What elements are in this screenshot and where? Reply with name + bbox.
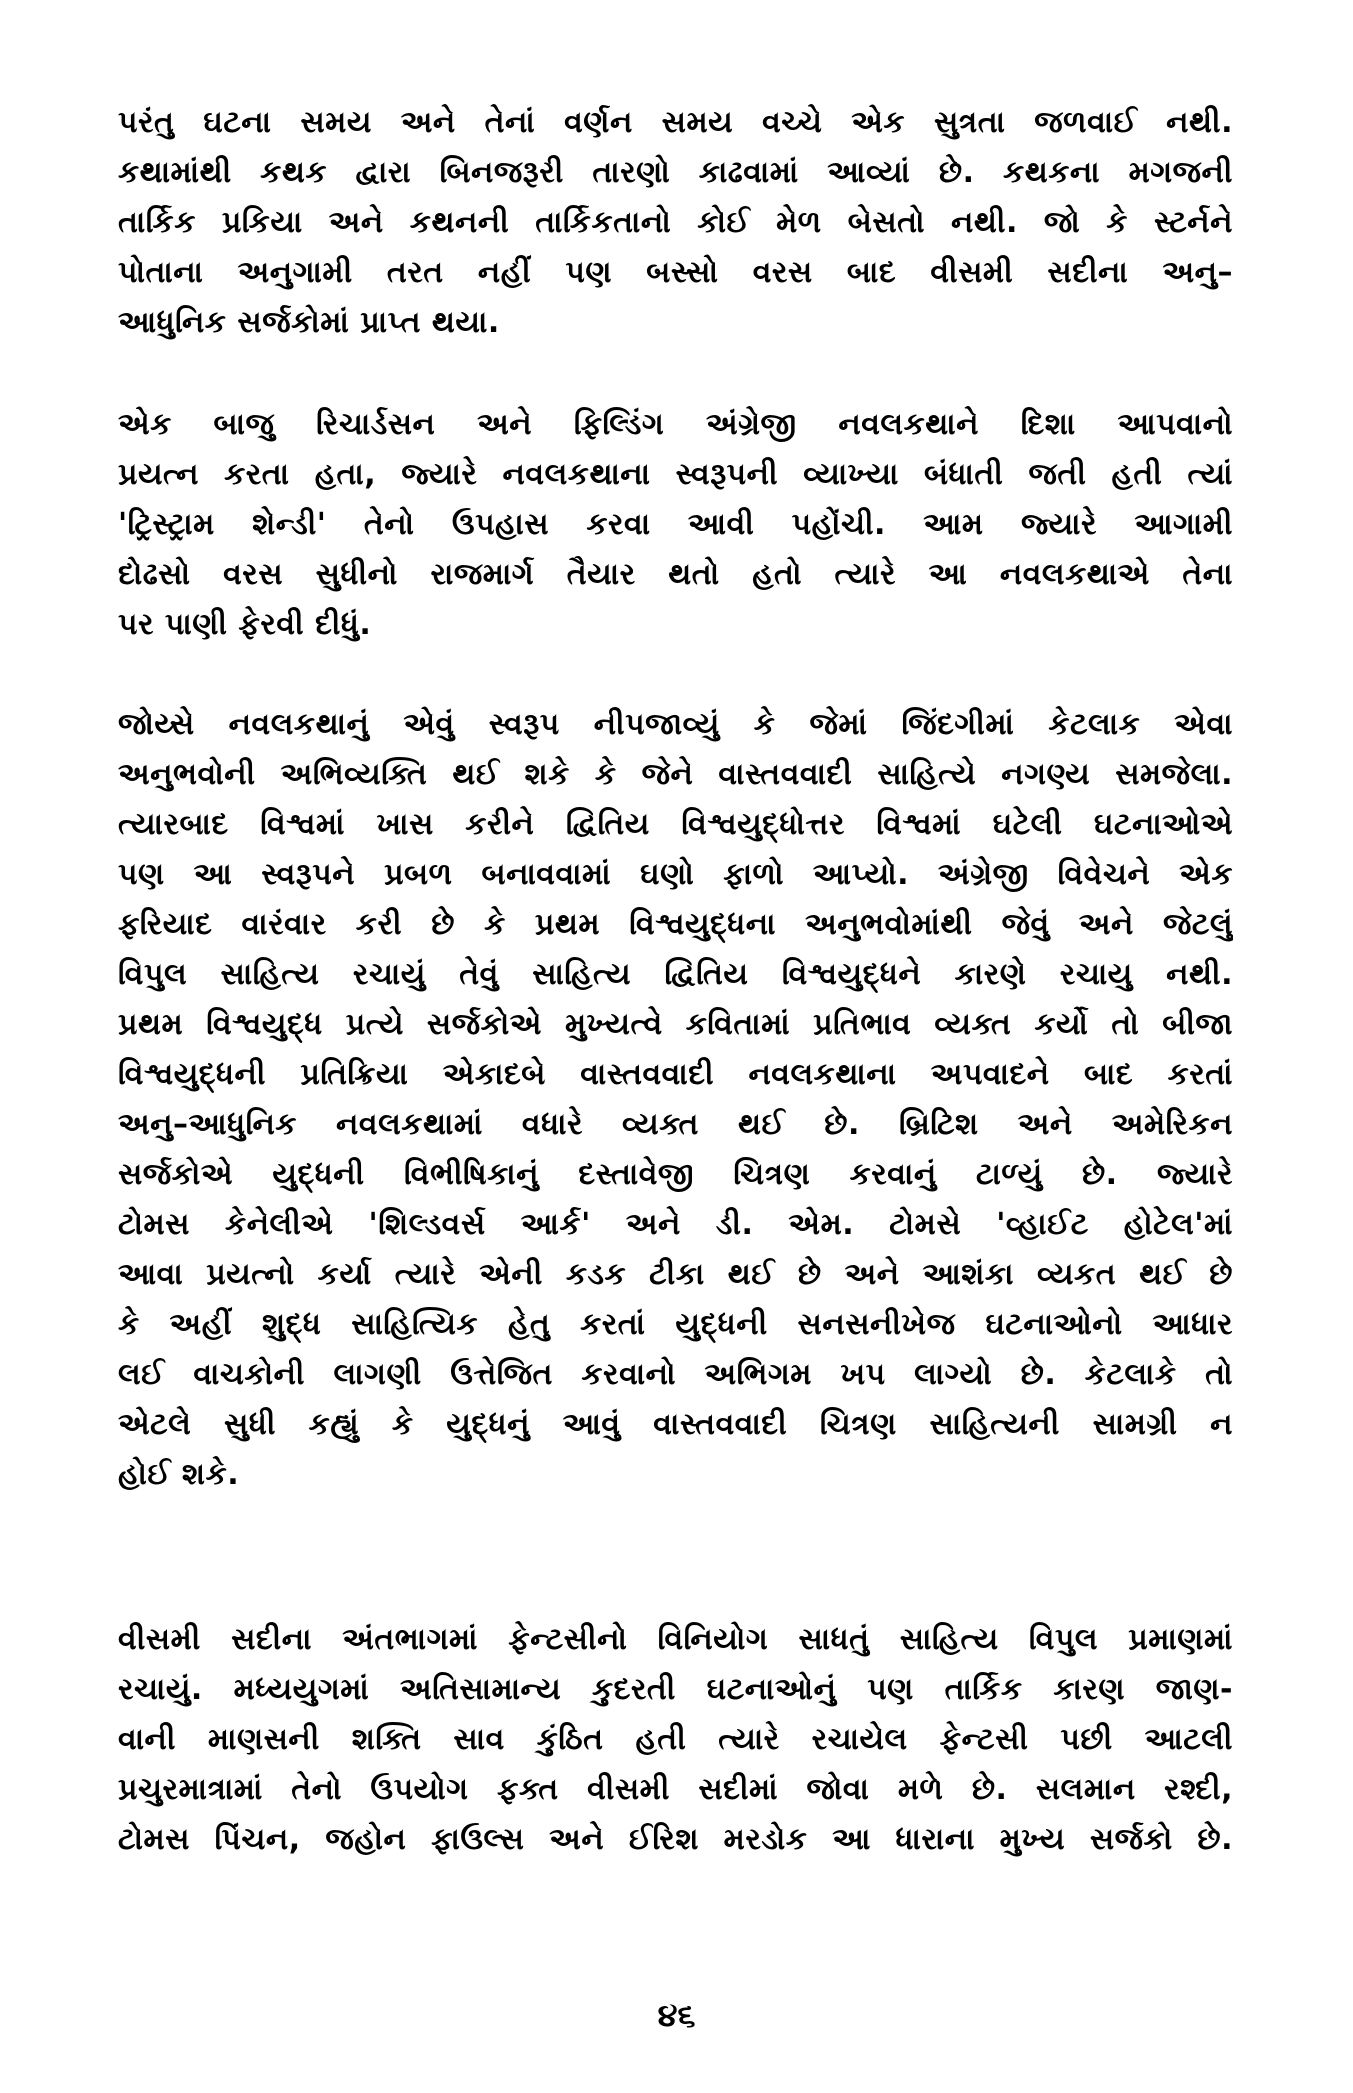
paragraph-1 — [118, 98, 1233, 348]
text-line: ફરિયાદ વારંવાર કરી છે કે પ્રથમ વિશ્વયુદ્ધના અનુભવોમાંથી જેવું અને જેટલું — [118, 907, 1233, 942]
text-line: એટલે સુધી કહ્યું કે યુદ્ધનું આવું વાસ્તવવાદી ચિત્રણ સાહિત્યની સામગ્રી ન — [118, 1407, 1233, 1442]
text-line: કથામાંથી કથક દ્વારા બિનજરૂરી તારણો કાઢવામાં આવ્યાં છે. કથકના મગજની — [118, 155, 1233, 190]
text-line: કે અહીં શુદ્ધ સાહિત્યિક હેતુ કરતાં યુદ્ધની સનસનીખેજ ઘટનાઓનો આધાર — [118, 1307, 1233, 1342]
paragraph-2 — [118, 400, 1233, 650]
paragraph-4 — [118, 1615, 1233, 1865]
text-line: પણ આ સ્વરૂપને પ્રબળ બનાવવામાં ઘણો ફાળો આપ્યો. અંગ્રેજી વિવેચને એક — [118, 857, 1233, 892]
text-line: જોય્સે નવલકથાનું એવું સ્વરૂપ નીપજાવ્યું કે જેમાં જિંદગીમાં કેટલાક એવા — [118, 707, 1233, 742]
paragraph-3 — [118, 700, 1233, 1500]
text-line: વિપુલ સાહિત્ય રચાયું તેવું સાહિત્ય દ્વિતિય વિશ્વયુદ્ધને કારણે રચાયુ નથી. — [118, 957, 1233, 992]
text-line: ટોમસ પિંચન, જહોન ફાઉલ્સ અને ઈરિશ મરડોક આ ધારાના મુખ્ય સર્જકો છે. — [118, 1822, 1233, 1857]
text-line: ત્યારબાદ વિશ્વમાં ખાસ કરીને દ્વિતિય વિશ્વયુદ્ધોત્તર વિશ્વમાં ઘટેલી ઘટનાઓએ — [118, 807, 1233, 842]
text-line: આધુનિક સર્જકોમાં પ્રાપ્ત થયા. — [118, 305, 500, 340]
text-line: રચાયું. મધ્યયુગમાં અતિસામાન્ય કુદરતી ઘટનાઓનું પણ તાર્કિક કારણ જાણ- — [118, 1672, 1233, 1707]
text-line: અનુ–આધુનિક નવલકથામાં વધારે વ્યક્ત થઈ છે. બ્રિટિશ અને અમેરિકન — [118, 1107, 1233, 1142]
text-line: વિશ્વયુદ્ધની પ્રતિક્રિયા એકાદબે વાસ્તવવાદી નવલકથાના અપવાદને બાદ કરતાં — [118, 1057, 1233, 1092]
text-line: અનુભવોની અભિવ્યક્તિ થઈ શકે કે જેને વાસ્તવવાદી સાહિત્યે નગણ્ય સમજેલા. — [118, 757, 1233, 792]
text-line: તાર્કિક પ્રકિયા અને કથનની તાર્કિકતાનો કોઈ મેળ બેસતો નથી. જો કે સ્ટર્નને — [118, 205, 1233, 240]
text-line: ટોમસ કેનેલીએ 'શિલ્ડવર્સ આર્ક' અને ડી. એમ. ટોમસે 'વ્હાઈટ હોટેલ'માં — [118, 1207, 1233, 1242]
text-line: વીસમી સદીના અંતભાગમાં ફેન્ટસીનો વિનિયોગ સાધતું સાહિત્ય વિપુલ પ્રમાણમાં — [118, 1622, 1233, 1657]
text-line: સર્જકોએ યુદ્ધની વિભીષિકાનું દસ્તાવેજી ચિત્રણ કરવાનું ટાળ્યું છે. જ્યારે — [118, 1157, 1233, 1192]
text-line: લઈ વાચકોની લાગણી ઉત્તેજિત કરવાનો અભિગમ ખપ લાગ્યો છે. કેટલાકે તો — [118, 1357, 1233, 1392]
text-line: આવા પ્રયત્નો કર્યા ત્યારે એની કડક ટીકા થઈ છે અને આશંકા વ્યકત થઈ છે — [118, 1257, 1233, 1292]
text-line: પ્રચુરમાત્રામાં તેનો ઉપયોગ ફક્ત વીસમી સદીમાં જોવા મળે છે. સલમાન રશ્દી, — [118, 1772, 1233, 1807]
page-number: ૪૬ — [657, 1996, 696, 2034]
text-line: એક બાજુ રિચાર્ડસન અને ફિલ્ડિંગ અંગ્રેજી નવલકથાને દિશા આપવાનો — [118, 407, 1233, 442]
text-line: પરંતુ ઘટના સમય અને તેનાં વર્ણન સમય વચ્ચે એક સુત્રતા જળવાઈ નથી. — [118, 105, 1233, 140]
text-line: પ્રયત્ન કરતા હતા, જ્યારે નવલકથાના સ્વરૂપની વ્યાખ્યા બંધાતી જતી હતી ત્યાં — [118, 457, 1233, 492]
text-line: પર પાણી ફેરવી દીધું. — [118, 607, 372, 642]
text-line: હોઈ શકે. — [118, 1457, 240, 1492]
text-line: પોતાના અનુગામી તરત નહીં પણ બસ્સો વરસ બાદ વીસમી સદીના અનુ– — [118, 255, 1233, 290]
text-line: દોઢસો વરસ સુધીનો રાજમાર્ગ તૈયાર થતો હતો ત્યારે આ નવલકથાએ તેના — [118, 557, 1233, 592]
text-line: 'ટ્રિસ્ટ્રામ શેન્ડી' તેનો ઉપહાસ કરવા આવી પહોંચી. આમ જ્યારે આગામી — [118, 507, 1233, 542]
text-line: વાની માણસની શક્તિ સાવ કુંઠિત હતી ત્યારે રચાયેલ ફેન્ટસી પછી આટલી — [118, 1722, 1233, 1757]
text-line: પ્રથમ વિશ્વયુદ્ધ પ્રત્યે સર્જકોએ મુખ્યત્વે કવિતામાં પ્રતિભાવ વ્યક્ત કર્યો તો બીજા — [118, 1007, 1233, 1042]
